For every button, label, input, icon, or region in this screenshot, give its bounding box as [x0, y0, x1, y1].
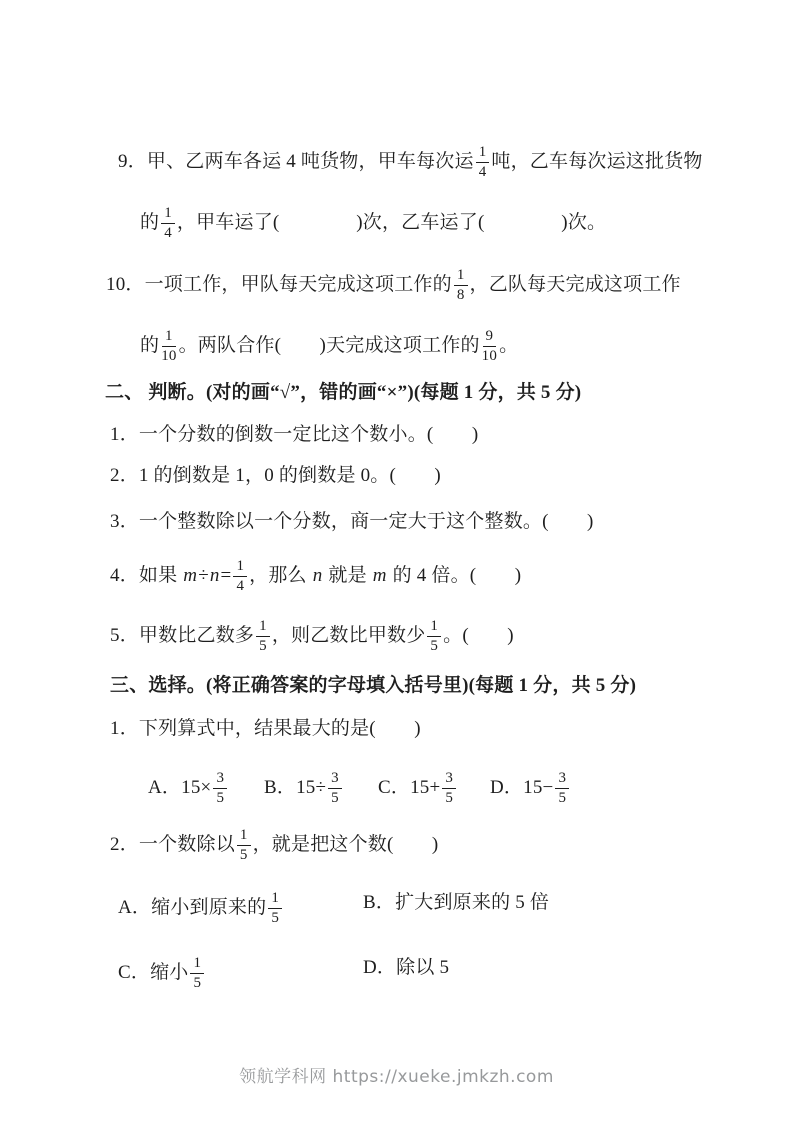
- choice-question-1-option-c: C．15+ $\frac{3}{5}$: [378, 770, 458, 807]
- fraction: $\frac{9}{10}$: [481, 328, 498, 364]
- judge-question-3: 3．一个整数除以一个分数，商一定大于这个整数。( ): [110, 511, 594, 532]
- fraction: $\frac{1}{5}$: [427, 618, 441, 655]
- choice-question-2-option-d: D．除以 5: [363, 957, 450, 978]
- fraction: $\frac{1}{5}$: [256, 618, 270, 655]
- section-heading-choice: 三、选择。(将正确答案的字母填入括号里)(每题 1 分，共 5 分): [110, 675, 637, 696]
- choice-question-2-option-c: C．缩小 $\frac{1}{5}$: [118, 955, 206, 992]
- fraction: $\frac{3}{5}$: [442, 770, 456, 807]
- section-heading-judge: 二、 判断。(对的画“√”，错的画“×”)(每题 1 分，共 5 分): [105, 382, 582, 403]
- site-watermark: 领航学科网 https://xueke.jmkzh.com: [239, 1067, 554, 1087]
- choice-question-2-option-b: B．扩大到原来的 5 倍: [363, 892, 550, 913]
- fraction: $\frac{1}{4}$: [161, 205, 175, 242]
- fraction: $\frac{1}{4}$: [233, 558, 247, 595]
- fraction: $\frac{1}{8}$: [454, 267, 468, 304]
- choice-question-1-option-a: A．15× $\frac{3}{5}$: [148, 770, 229, 807]
- fraction: $\frac{3}{5}$: [328, 770, 342, 807]
- choice-question-2-option-a: A．缩小到原来的 $\frac{1}{5}$: [118, 890, 284, 927]
- judge-question-1: 1．一个分数的倒数一定比这个数小。( ): [110, 424, 479, 445]
- fraction: $\frac{3}{5}$: [213, 770, 227, 807]
- judge-question-4: 4．如果 m÷n= $\frac{1}{4}$ ，那么 n 就是 m 的 4 倍。( ): [110, 558, 522, 594]
- question-9-line-1: 9．甲、乙两车各运 4 吨货物，甲车每次运 $\frac{1}{4}$ 吨，乙车每次运这批货物: [118, 144, 703, 180]
- question-10-line-1: 10．一项工作，甲队每天完成这项工作的 $\frac{1}{8}$ ，乙队每天完成这项工作: [106, 267, 681, 303]
- fraction: $\frac{1}{5}$: [190, 955, 204, 992]
- fraction: $\frac{1}{4}$: [476, 144, 490, 181]
- choice-question-1-option-d: D．15− $\frac{3}{5}$: [490, 770, 571, 807]
- fraction: $\frac{1}{5}$: [268, 890, 282, 927]
- fraction: $\frac{1}{10}$: [161, 328, 177, 364]
- question-10-line-2: 的 $\frac{1}{10}$ 。两队合作( )天完成这项工作的 $\frac{9}{10}$ 。: [140, 328, 519, 364]
- judge-question-5: 5．甲数比乙数多 $\frac{1}{5}$ ，则乙数比甲数少 $\frac{1}{5}$ 。( ): [110, 618, 514, 654]
- fraction: $\frac{1}{5}$: [237, 827, 251, 864]
- fraction: $\frac{3}{5}$: [555, 770, 569, 807]
- choice-question-2-stem: 2．一个数除以 $\frac{1}{5}$ ，就是把这个数( ): [110, 827, 439, 863]
- judge-question-2: 2．1 的倒数是 1，0 的倒数是 0。( ): [110, 465, 441, 486]
- question-9-line-2: 的 $\frac{1}{4}$ ，甲车运了( )次，乙车运了( )次。: [140, 205, 607, 241]
- choice-question-1-option-b: B．15÷ $\frac{3}{5}$: [264, 770, 344, 807]
- choice-question-1-stem: 1．下列算式中，结果最大的是( ): [110, 718, 421, 739]
